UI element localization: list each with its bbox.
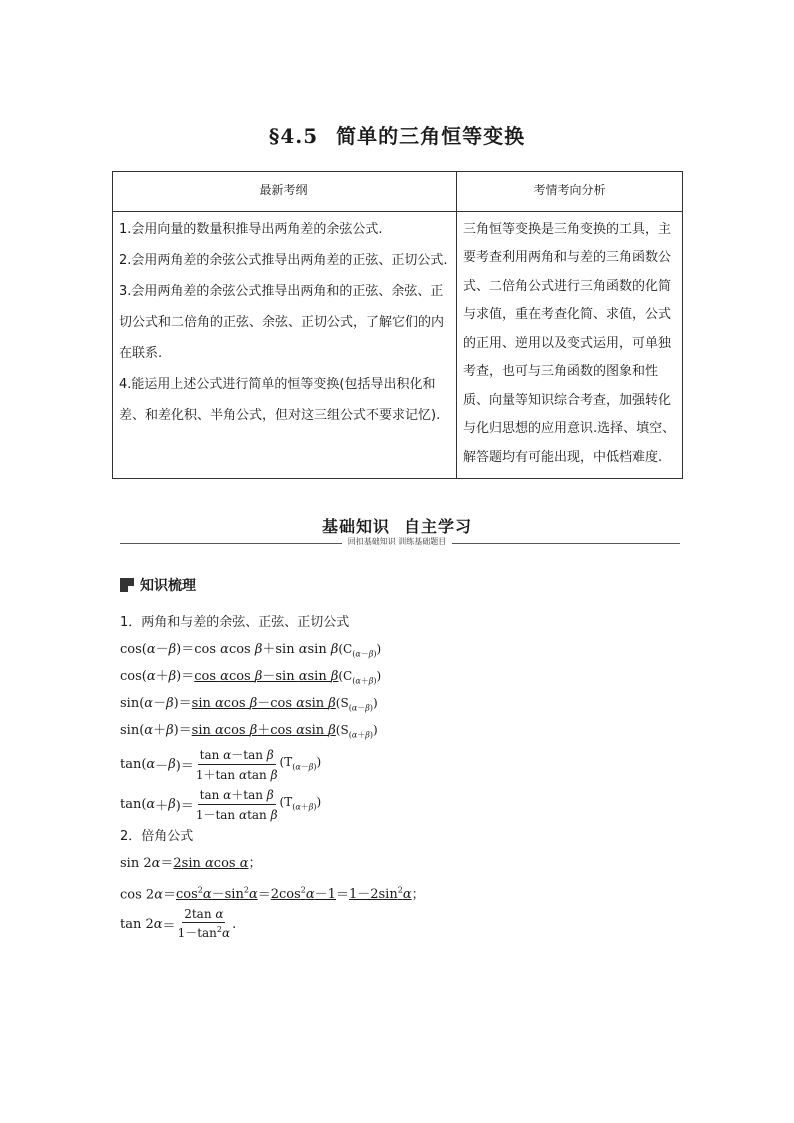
overview-table — [112, 171, 683, 479]
title-text: 简单的三角恒等变换 — [336, 124, 526, 148]
formula-tan-double: tan 2 α ＝ $\frac{\text{2tan α}}{1-\tan^2\alpha}$ . — [120, 907, 237, 940]
formula-sin-diff: sin(α－β)＝sin αcos β－cos αsin $\beta(S_{(\alpha-\beta)})$ — [120, 696, 378, 713]
outline-cell — [113, 211, 457, 479]
knowledge-section-title: 知识梳理 — [140, 578, 196, 594]
page-title — [0, 120, 794, 149]
formula-list — [120, 610, 425, 944]
formula-sin-double: sin 2α＝2sin αcos α； — [120, 856, 262, 871]
banner-right: 自主学习 — [404, 517, 473, 536]
header-outline: 最新考纲 — [113, 172, 457, 212]
outline-item-3: 3.会用两角差的余弦公式推导出两角和的正弦、余弦、正切公式和二倍角的正弦、余弦、正切公式，了解它们的内在联系. — [119, 283, 445, 361]
formula-cos-double: $\cos 2\alpha=\cos^2\alpha-\sin^2\alpha=2\cos^2\alpha-1=1-2\sin^2\alpha$； — [120, 886, 425, 903]
outline-item-1: 1.会用向量的数量积推导出两角差的余弦公式. — [119, 221, 383, 237]
formula-tan-sum: tan( α ＋ β )＝ $\frac{\text{tan α＋tan β}}{\text{1－tan αtan β}}$ $(T_{(\alpha+\beta)})$ — [120, 787, 322, 822]
section-banner — [0, 514, 794, 537]
analysis-cell: 三角恒等变换是三角变换的工具，主要考查利用两角和与差的三角函数公式、二倍角公式进行三角函数的化简与求值，重在考查化简、求值，公式的正用、逆用以及变式运用，可单独考查，也可与三角函数的图象和性质、向量等知识综合考查，加强转化与化归思想的应用意识.选择、填空、解答题均有可能出现，中低档难度. — [456, 211, 682, 479]
formula-cos-diff: cos(α－β)＝cos αcos β＋sin αsin $\beta(C_{(\alpha-\beta)})$ — [120, 642, 382, 659]
formula-sin-sum: sin(α＋β)＝sin αcos β＋cos αsin $\beta(S_{(\alpha+\beta)})$ — [120, 723, 378, 740]
section-number: §4.5 — [268, 124, 319, 148]
knowledge-section-heading — [120, 575, 196, 595]
outline-item-4: 4.能运用上述公式进行简单的恒等变换(包括导出积化和差、和差化积、半角公式，但对这三组公式不要求记忆). — [119, 376, 441, 423]
part1-title: 1．两角和与差的余弦、正弦、正切公式 — [120, 615, 350, 630]
part2-title: 2．倍角公式 — [120, 829, 194, 844]
outline-item-2: 2.会用两角差的余弦公式推导出两角差的正弦、正切公式. — [119, 252, 448, 268]
formula-cos-sum: cos(α＋β)＝cos αcos β－sin αsin $\beta(C_{(\alpha+\beta)})$ — [120, 669, 382, 686]
banner-subtitle: 回扣基础知识 训练基础题目 — [0, 536, 794, 547]
formula-tan-diff: tan( α － β )＝ $\frac{\text{tan α－tan β}}{\text{1＋tan αtan β}}$ $(T_{(\alpha-\beta)})$ — [120, 747, 322, 782]
header-analysis: 考情考向分析 — [456, 172, 682, 212]
square-bullet-icon — [120, 578, 134, 592]
banner-left: 基础知识 — [321, 517, 390, 536]
